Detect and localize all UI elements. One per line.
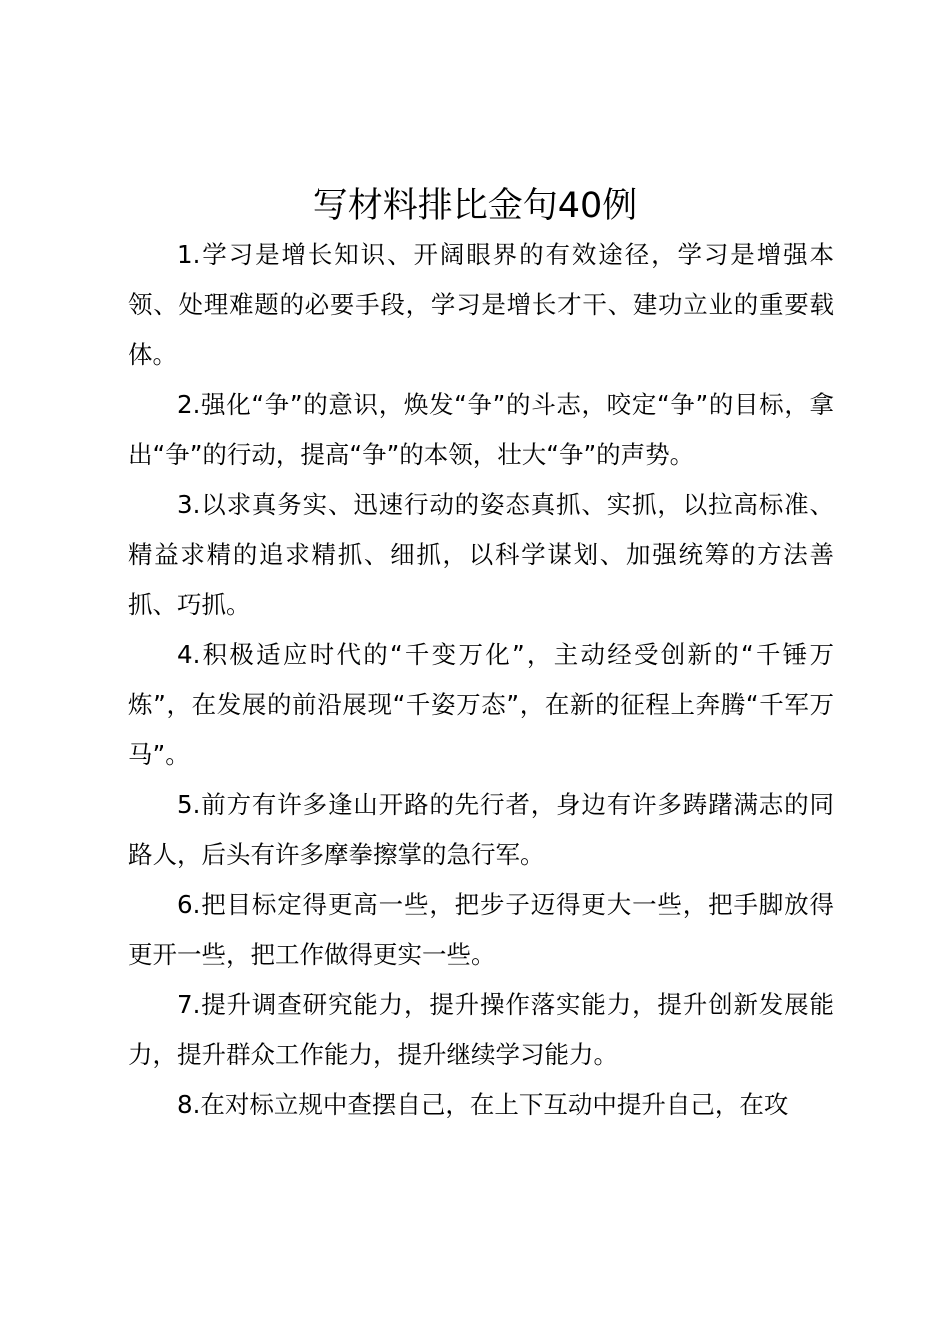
paragraph-6: 6.把目标定得更高一些，把步子迈得更大一些，把手脚放得更开一些，把工作做得更实一些。 xyxy=(128,890,834,969)
document-title: 写材料排比金句40例 xyxy=(312,186,638,226)
document-body xyxy=(128,230,834,1130)
paragraph-2: 2.强化“争”的意识，焕发“争”的斗志，咬定“争”的目标，拿出“争”的行动，提高“争”的本领，壮大“争”的声势。 xyxy=(128,390,834,469)
paragraph-8: 8.在对标立规中查摆自己，在上下互动中提升自己，在攻 xyxy=(177,1090,789,1119)
paragraph-4: 4.积极适应时代的“千变万化”，主动经受创新的“千锤万炼”，在发展的前沿展现“千姿万态”，在新的征程上奔腾“千军万马”。 xyxy=(128,640,834,769)
paragraph-7: 7.提升调查研究能力，提升操作落实能力，提升创新发展能力，提升群众工作能力，提升继续学习能力。 xyxy=(128,990,834,1069)
paragraph-1: 1.学习是增长知识、开阔眼界的有效途径，学习是增强本领、处理难题的必要手段，学习是增长才干、建功立业的重要载体。 xyxy=(128,240,834,369)
paragraph-3: 3.以求真务实、迅速行动的姿态真抓、实抓，以拉高标准、精益求精的追求精抓、细抓，以科学谋划、加强统筹的方法善抓、巧抓。 xyxy=(128,490,834,619)
paragraph-5: 5.前方有许多逢山开路的先行者，身边有许多踌躇满志的同路人，后头有许多摩拳擦掌的急行军。 xyxy=(128,790,834,869)
